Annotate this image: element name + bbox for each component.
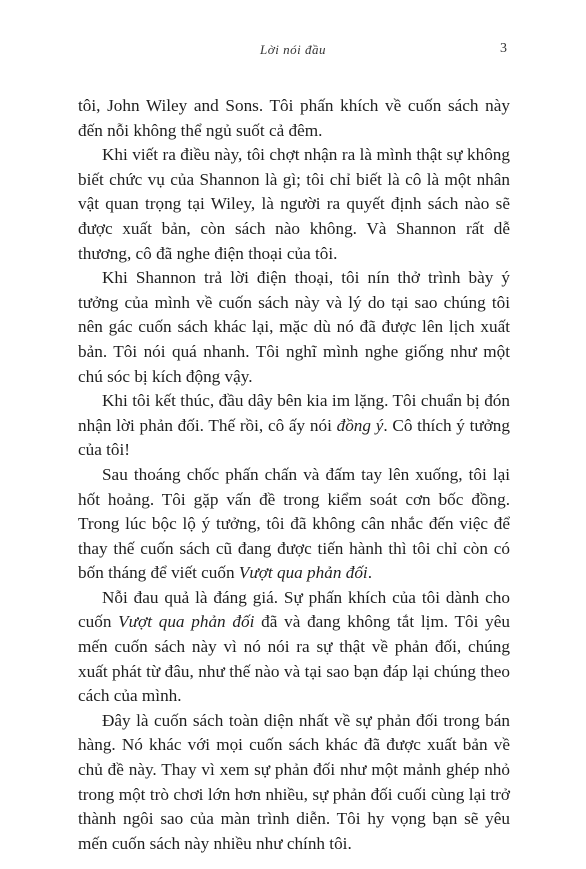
paragraph-3: Khi Shannon trả lời điện thoại, tôi nín thở trình bày ý tưởng của mình về cuốn sách này và lý do tại sao chúng tôi nên gác cuốn sách khác lại, mặc dù nó đã được lên lịch xuất bản. Tôi nói quá nhanh. Tôi nghĩ mình nghe giống như một chú sóc bị kích động vậy. <box>78 268 510 386</box>
paragraph-4-emphasis: đồng ý <box>336 415 384 435</box>
running-header-title: Lời nói đầu <box>260 42 326 57</box>
paragraph-6-text-a: Nỗi đau quả là đáng giá. Sự phấn khích của tôi dành cho cuốn <box>78 587 510 632</box>
body-text <box>78 94 510 856</box>
paragraph-5-text-a: Sau thoáng chốc phấn chấn và đấm tay lên xuống, tôi lại hốt hoảng. Tôi gặp vấn đề trong kiểm soát cơn bốc đồng. Trong lúc bộc lộ ý tưởng, tôi đã không cân nhắc đến việc để thay thế cuốn sách cũ đang được tiến hành thì tôi chỉ còn có bốn tháng để viết cuốn <box>78 464 510 583</box>
paragraph-4 <box>78 389 510 463</box>
paragraph-7: Đây là cuốn sách toàn diện nhất về sự phản đối trong bán hàng. Nó khác với mọi cuốn sách khác đã được xuất bản về chủ đề này. Thay vì xem sự phản đối như một mảnh ghép nhỏ trong một trò chơi lớn hơn nhiều, sự phản đối cuối cùng lại trở thành ngôi sao của màn trình diễn. Tôi hy vọng bạn sẽ yêu mến cuốn sách này nhiều như chính tôi. <box>78 710 510 853</box>
paragraph-5 <box>78 463 510 586</box>
paragraph-2: Khi viết ra điều này, tôi chợt nhận ra là mình thật sự không biết chức vụ của Shannon là gì; tôi chỉ biết là cô là một nhân vật quan trọng tại Wiley, là người ra quyết định sách nào sẽ được xuất bản, còn sách nào không. Và Shannon rất dễ thương, cô đã nghe điện thoại của tôi. <box>78 145 510 263</box>
paragraph-6-text-b: đã và đang không tắt lịm. Tôi yêu mến cuốn sách này vì nó nói ra sự thật về phản đối, chúng xuất phát từ đâu, như thế nào và tại sao bạn đáp lại chúng theo cách của mình. <box>78 612 510 706</box>
paragraph-4-text-b: . Cô thích ý tưởng của tôi! <box>78 415 510 460</box>
paragraph-6-book-title: Vượt qua phản đối <box>118 612 255 632</box>
paragraph-1: tôi, John Wiley and Sons. Tôi phấn khích về cuốn sách này đến nỗi không thể ngủ suốt cả đêm. <box>78 96 510 140</box>
paragraph-5-book-title: Vượt qua phản đối <box>238 563 368 583</box>
paragraph-6 <box>78 586 510 709</box>
paragraph-4-text-a: Khi tôi kết thúc, đầu dây bên kia im lặng. Tôi chuẩn bị đón nhận lời phản đối. Thế rồi, cô ấy nói <box>78 391 510 435</box>
page-number: 3 <box>500 41 507 56</box>
paragraph-5-text-b: . <box>367 563 372 583</box>
